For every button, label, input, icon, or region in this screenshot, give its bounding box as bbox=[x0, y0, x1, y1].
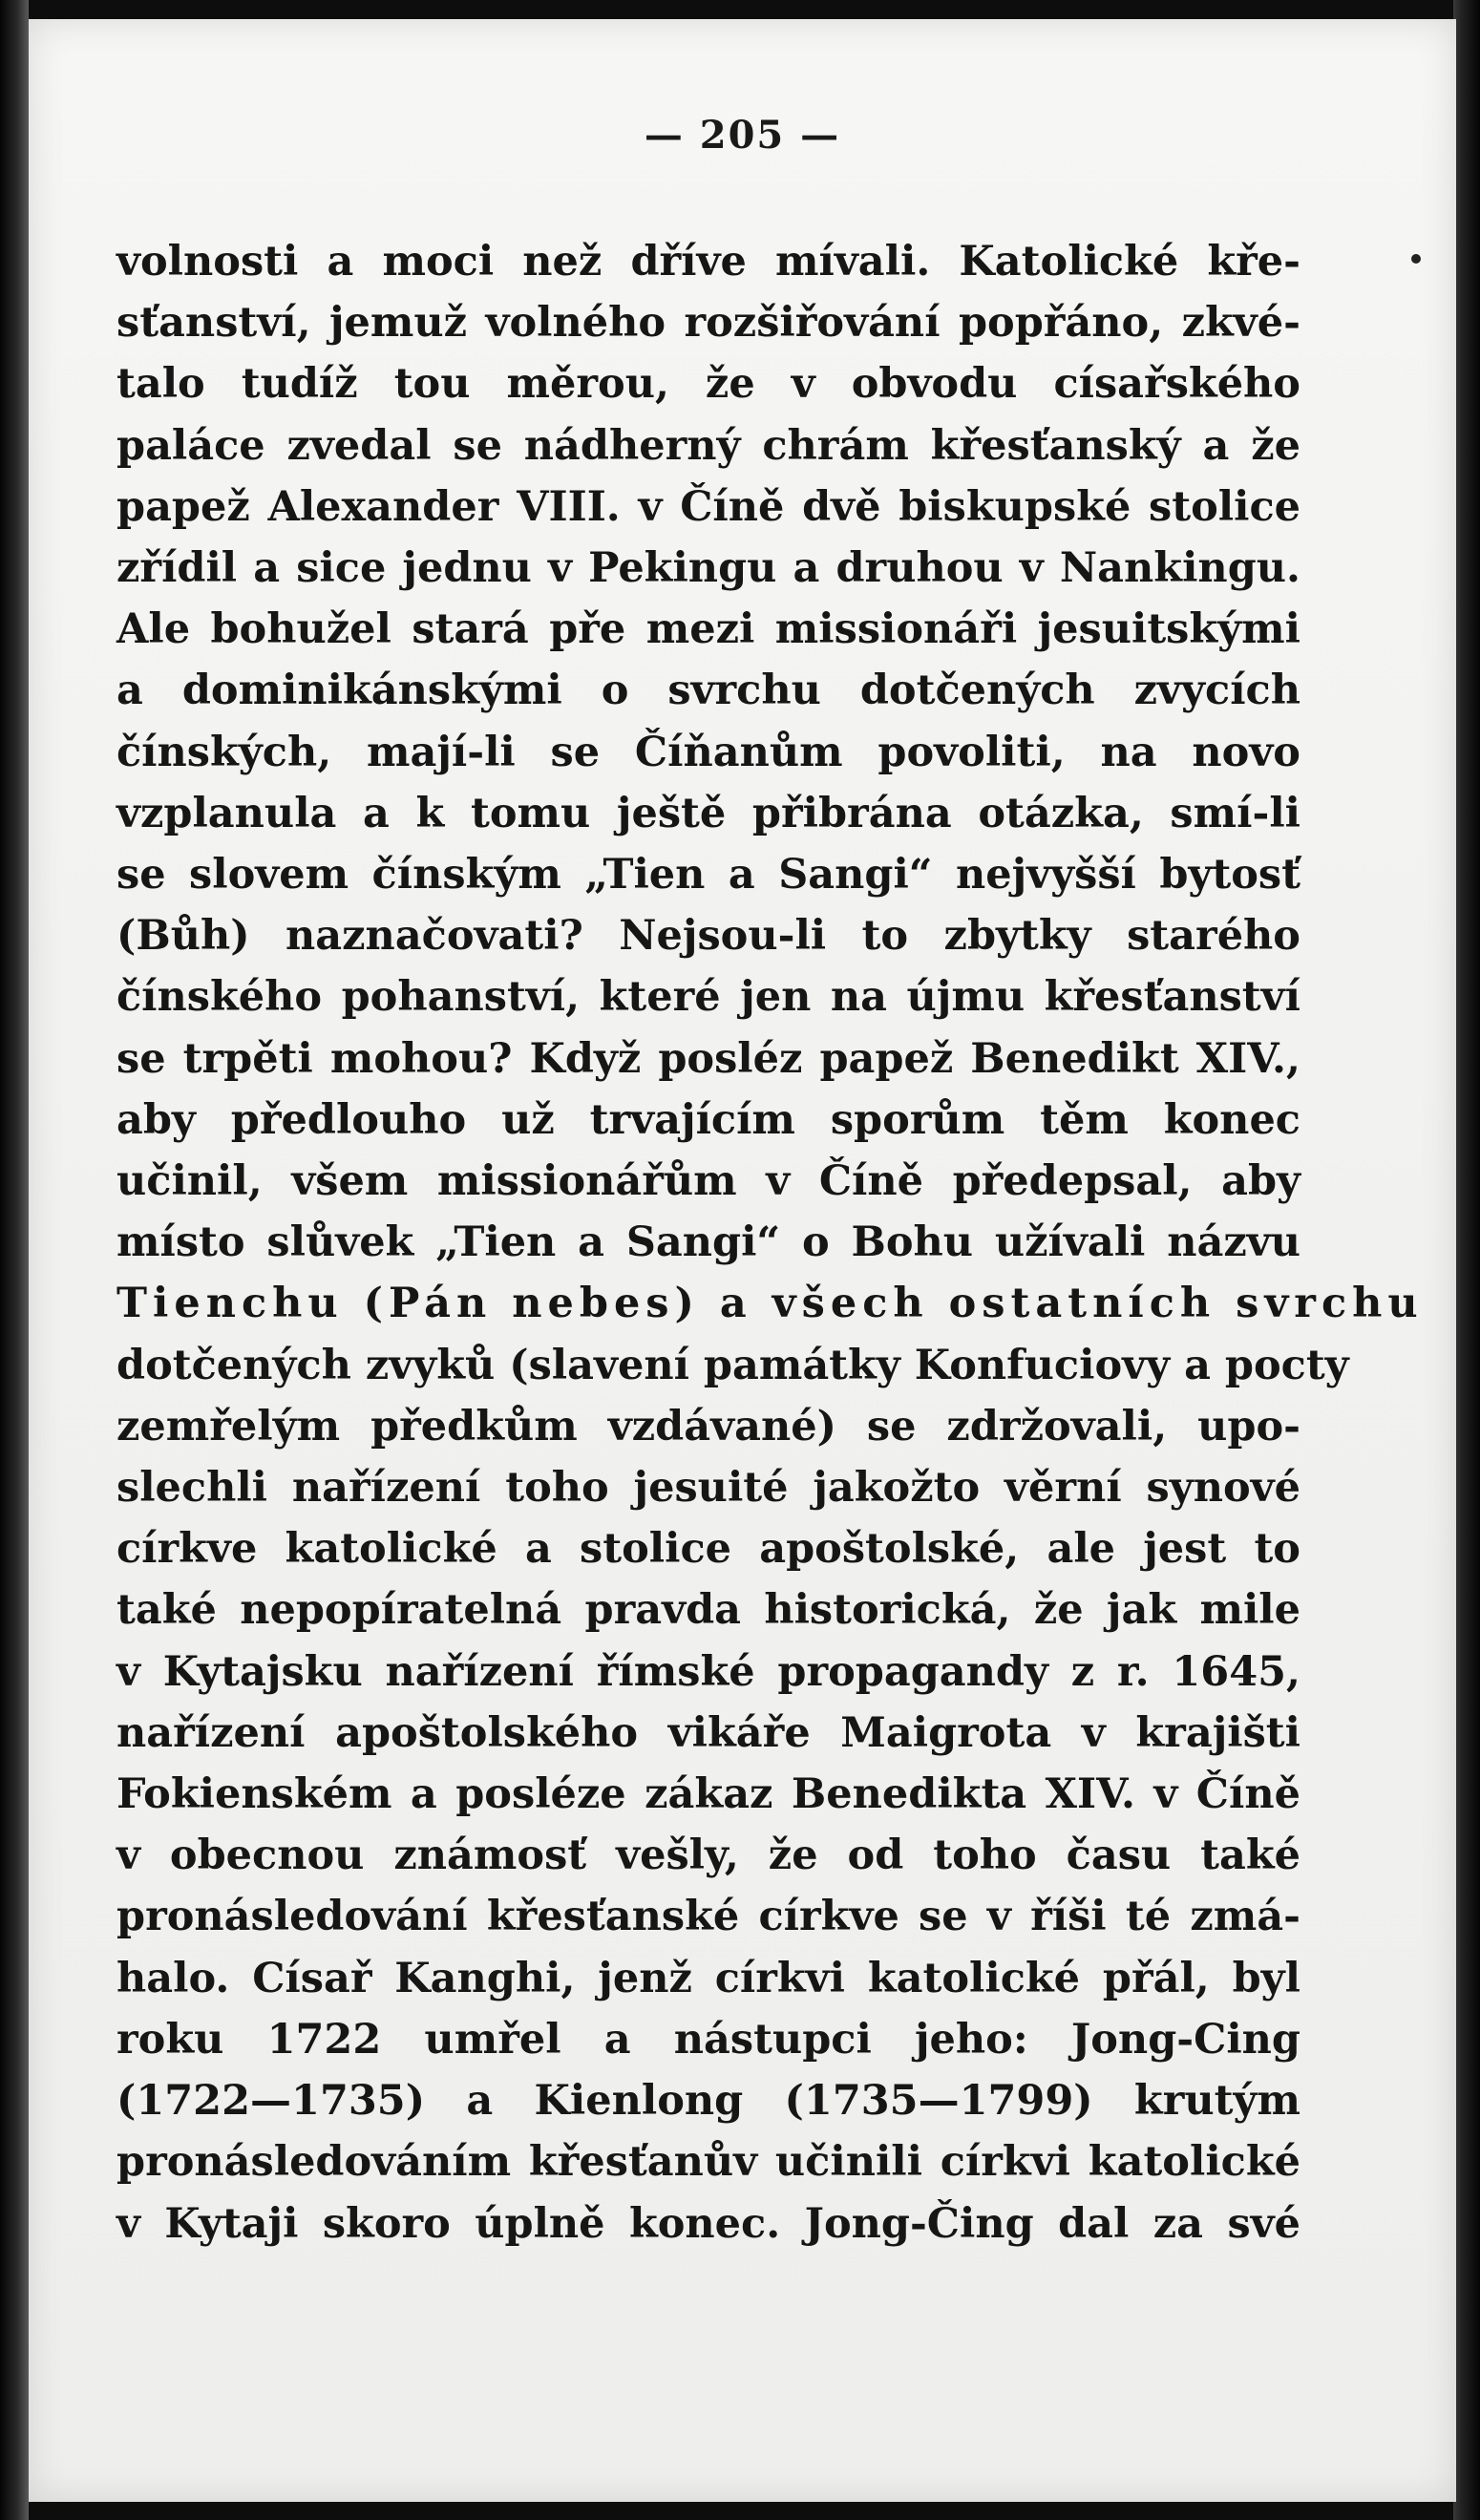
text-line: aby předlouho už trvajícím sporům těm konec bbox=[116, 1095, 1300, 1144]
text-line: Fokienském a posléze zákaz Benedikta XIV. v Číně bbox=[116, 1770, 1300, 1819]
page-number: — 205 — bbox=[644, 113, 841, 158]
text-line: paláce zvedal se nádherný chrám křesťanský a že bbox=[116, 421, 1300, 470]
text-line: také nepopíratelná pravda historická, že jak mile bbox=[116, 1586, 1300, 1635]
text-line: zřídil a sice jednu v Pekingu a druhou v Nankingu. bbox=[116, 544, 1300, 593]
text-line: (1722—1735) a Kienlong (1735—1799) krutým bbox=[116, 2077, 1300, 2126]
text-line: halo. Císař Kanghi, jenž církvi katolické přál, byl bbox=[116, 1954, 1300, 2002]
text-line: slechli nařízení toho jesuité jakožto věrní synové bbox=[116, 1464, 1300, 1513]
text-line: se slovem čínským „Tien a Sangi“ nejvyšší bytosť bbox=[116, 851, 1300, 900]
text-line: se trpěti mohou? Když posléz papež Benedikt XIV., bbox=[116, 1034, 1300, 1083]
text-line: v Kytaji skoro úplně konec. Jong-Čing dal za své bbox=[116, 2199, 1300, 2248]
text-line: učinil, všem missionářům v Číně předepsal, aby bbox=[116, 1157, 1300, 1206]
text-line: dotčených zvyků (slavení památky Konfuciovy a pocty bbox=[116, 1341, 1349, 1389]
text-line: roku 1722 umřel a nástupci jeho: Jong-Cing bbox=[116, 2015, 1300, 2064]
text-line: nařízení apoštolského vikáře Maigrota v krajišti bbox=[116, 1708, 1300, 1757]
text-line: pronásledování křesťanské církve se v říši té zmá- bbox=[116, 1893, 1300, 1941]
text-line: a dominikánskými o svrchu dotčených zvycích bbox=[116, 667, 1300, 715]
text-line: volnosti a moci než dříve mívali. Katolické kře- bbox=[116, 238, 1300, 286]
text-line: místo slůvek „Tien a Sangi“ o Bohu užívali názvu bbox=[116, 1218, 1300, 1267]
text-line: talo tudíž tou měrou, že v obvodu císařského bbox=[116, 360, 1300, 409]
ink-speck bbox=[1411, 254, 1421, 264]
text-line: sťanství, jemuž volného rozšiřování popřáno, zkvé- bbox=[116, 299, 1300, 348]
text-line: papež Alexander VIII. v Číně dvě biskupské stolice bbox=[116, 482, 1300, 531]
text-line: vzplanula a k tomu ještě přibrána otázka, smí-li bbox=[116, 789, 1300, 837]
text-line: církve katolické a stolice apoštolské, ale jest to bbox=[116, 1525, 1300, 1574]
text-line: čínského pohanství, které jen na újmu křesťanství bbox=[116, 973, 1300, 1022]
text-line: Tienchu (Pán nebes) a všech ostatních svrchu bbox=[116, 1280, 1424, 1328]
text-line: čínských, mají-li se Číňanům povoliti, na novo bbox=[116, 728, 1300, 776]
text-line: zemřelým předkům vzdávané) se zdržovali, upo- bbox=[116, 1402, 1300, 1451]
left-scan-edge bbox=[0, 0, 29, 2520]
text-line: v Kytajsku nařízení římské propagandy z r. 1645, bbox=[116, 1647, 1300, 1696]
text-line: v obecnou známosť vešly, že od toho času také bbox=[116, 1832, 1300, 1880]
text-line: pronásledováním křesťanův učinili církvi katolické bbox=[116, 2138, 1300, 2187]
book-page bbox=[29, 19, 1456, 2502]
text-line: (Bůh) naznačovati? Nejsou-li to zbytky starého bbox=[116, 912, 1300, 961]
right-scan-edge bbox=[1453, 0, 1480, 2520]
body-text bbox=[116, 231, 1424, 2255]
text-line: Ale bohužel stará pře mezi missionáři jesuitskými bbox=[116, 605, 1300, 654]
